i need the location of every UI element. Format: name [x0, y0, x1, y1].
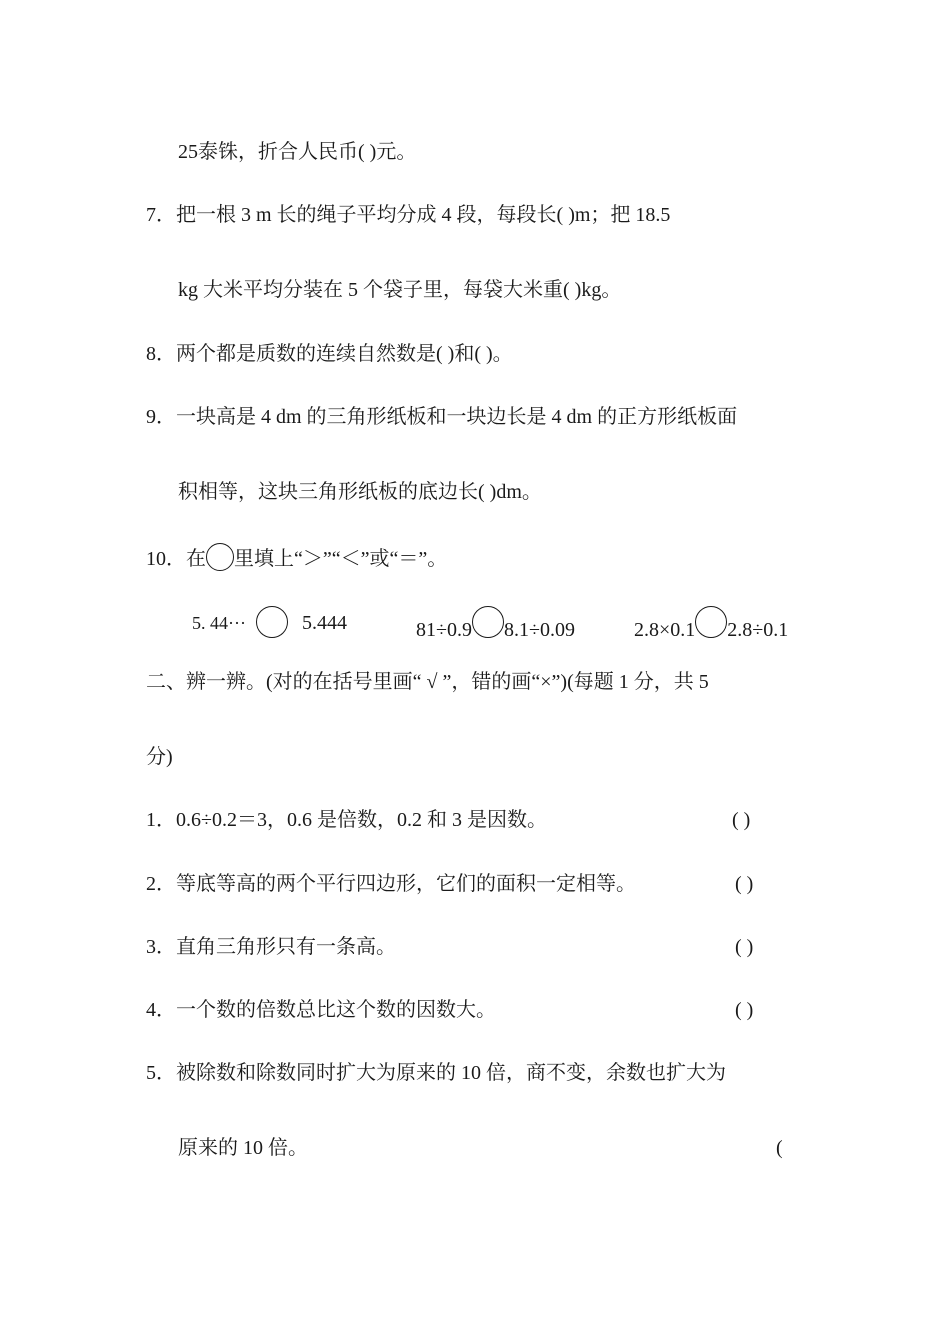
- compare-3-left: 2.8×0.1: [634, 619, 696, 641]
- q10-text: 里填上“＞”“＜”或“＝”。: [234, 548, 448, 570]
- judge-2-answer[interactable]: ( ): [735, 873, 754, 895]
- compare-2-left: 81÷0.9: [416, 619, 472, 641]
- compare-2-right: 8.1÷0.09: [503, 619, 575, 641]
- q7-line1: 7．把一根 3 m 长的绳子平均分成 4 段，每段长( )m；把 18.5: [146, 204, 671, 226]
- judge-5-line1: 5．被除数和除数同时扩大为原来的 10 倍，商不变，余数也扩大为: [146, 1062, 726, 1084]
- q9-line2: 积相等，这块三角形纸板的底边长( )dm。: [178, 481, 542, 503]
- judge-3: 3．直角三角形只有一条高。: [146, 936, 396, 958]
- q7-line2: kg 大米平均分装在 5 个袋子里，每袋大米重( )kg。: [178, 279, 622, 301]
- judge-2: 2．等底等高的两个平行四边形，它们的面积一定相等。: [146, 873, 636, 895]
- compare-3-right: 2.8÷0.1: [727, 619, 789, 641]
- judge-4: 4．一个数的倍数总比这个数的因数大。: [146, 999, 496, 1021]
- q8: 8．两个都是质数的连续自然数是( )和( )。: [146, 343, 513, 365]
- section2-heading: 二、辨一辨。(对的在括号里画“ √ ”，错的画“×”)(每题 1 分，共 5: [146, 671, 709, 693]
- compare-1-right: 5.444: [301, 612, 347, 634]
- compare-2: [416, 606, 575, 642]
- compare-1: [192, 606, 347, 638]
- circle-icon: [206, 543, 234, 571]
- judge-1-answer[interactable]: ( ): [732, 809, 751, 831]
- q10-label: 10．在: [146, 548, 206, 570]
- judge-1: 1．0.6÷0.2＝3，0.6 是倍数，0.2 和 3 是因数。: [146, 809, 547, 831]
- q6-continuation: 25泰铢，折合人民币( )元。: [178, 141, 417, 163]
- judge-4-answer[interactable]: ( ): [735, 999, 754, 1021]
- compare-3: [634, 606, 788, 642]
- judge-5-answer[interactable]: (: [776, 1137, 783, 1159]
- compare-1-circle[interactable]: [256, 606, 288, 638]
- compare-2-circle[interactable]: [472, 606, 504, 638]
- section2-heading-cont: 分): [146, 746, 173, 768]
- judge-3-answer[interactable]: ( ): [735, 936, 754, 958]
- judge-5-line2: 原来的 10 倍。: [178, 1137, 308, 1159]
- compare-3-circle[interactable]: [695, 606, 727, 638]
- q9-line1: 9．一块高是 4 dm 的三角形纸板和一块边长是 4 dm 的正方形纸板面: [146, 406, 738, 428]
- q10-instruction: [146, 543, 447, 571]
- compare-1-left: 5. 44···: [192, 613, 246, 633]
